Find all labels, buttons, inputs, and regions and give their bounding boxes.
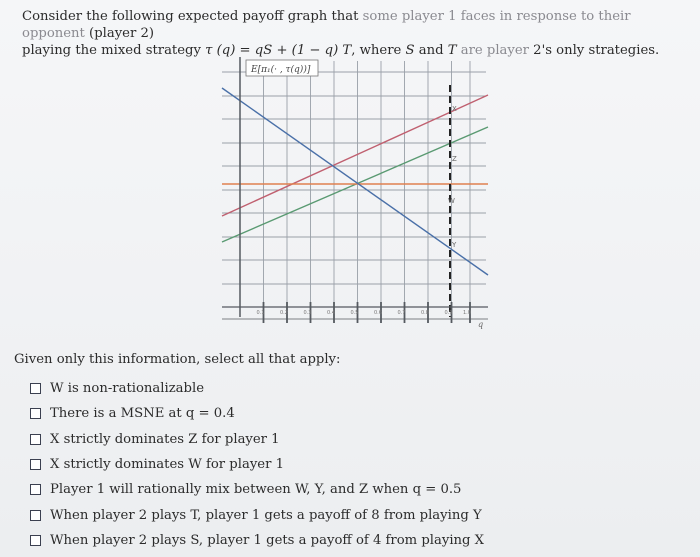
x-tick-label: 0.8 xyxy=(421,310,429,316)
option-label: W is non-rationalizable xyxy=(50,381,204,397)
x-tick-label: 0.1 xyxy=(256,310,265,316)
prompt-line-1: Consider the following expected payoff graph that some player 1 faces in response to their opponent (player 2) xyxy=(22,9,631,41)
question-prompt xyxy=(22,8,692,59)
payoff-line-y xyxy=(222,88,488,275)
checkbox[interactable] xyxy=(30,434,41,445)
x-tick-label: 1.0 xyxy=(463,310,471,316)
line-label-w: W xyxy=(448,197,455,205)
x-tick-label: 0.9 xyxy=(444,310,453,316)
option-label: When player 2 plays S, player 1 gets a payoff of 4 from playing X xyxy=(50,532,485,548)
line-label-y: Y xyxy=(452,241,457,249)
instruction-text: Given only this information, select all that apply: xyxy=(14,352,341,367)
option-s-payoff-x[interactable] xyxy=(30,528,484,553)
x-tick-label: 0.6 xyxy=(374,310,382,316)
option-label: Player 1 will rationally mix between W, Y, and Z when q = 0.5 xyxy=(50,482,462,498)
checkbox[interactable] xyxy=(30,408,41,419)
checkbox[interactable] xyxy=(30,535,41,546)
x-tick-label: 0.4 xyxy=(327,310,335,316)
checkbox[interactable] xyxy=(30,459,41,470)
option-label: There is a MSNE at q = 0.4 xyxy=(50,406,235,422)
option-msne-q-04[interactable] xyxy=(30,401,484,426)
line-label-z: Z xyxy=(452,155,457,163)
x-tick-label: 0.5 xyxy=(350,310,359,316)
option-label: X strictly dominates W for player 1 xyxy=(50,457,284,473)
prompt-line-2: playing the mixed strategy τ (q) = qS + (1 − q) T, where S and T are player 2's only strategies. xyxy=(22,43,660,58)
x-tick-label: 0.3 xyxy=(303,310,312,316)
checkbox[interactable] xyxy=(30,383,41,394)
x-axis-label: q xyxy=(478,320,484,329)
x-tick-label: 0.7 xyxy=(397,310,406,316)
answer-options xyxy=(30,376,484,553)
y-axis-label: E[π₁(· , τ(q))] xyxy=(251,65,311,75)
checkbox[interactable] xyxy=(30,484,41,495)
option-label: X strictly dominates Z for player 1 xyxy=(50,431,280,447)
mixed-strategy-formula: τ (q) = qS + (1 − q) T xyxy=(205,43,352,58)
option-w-non-rationalizable[interactable] xyxy=(30,376,484,401)
payoff-lines xyxy=(222,88,488,275)
line-label-x: X xyxy=(452,105,457,113)
option-mix-w-y-z[interactable] xyxy=(30,477,484,502)
grid-lines xyxy=(222,61,486,313)
option-x-dominates-w[interactable] xyxy=(30,452,484,477)
expected-payoff-graph xyxy=(218,55,498,330)
x-tick-labels xyxy=(257,310,471,316)
option-label: When player 2 plays T, player 1 gets a payoff of 8 from playing Y xyxy=(50,507,482,523)
checkbox[interactable] xyxy=(30,510,41,521)
option-t-payoff-y[interactable] xyxy=(30,502,484,527)
x-tick-label: 0.2 xyxy=(280,310,288,316)
option-x-dominates-z[interactable] xyxy=(30,427,484,452)
